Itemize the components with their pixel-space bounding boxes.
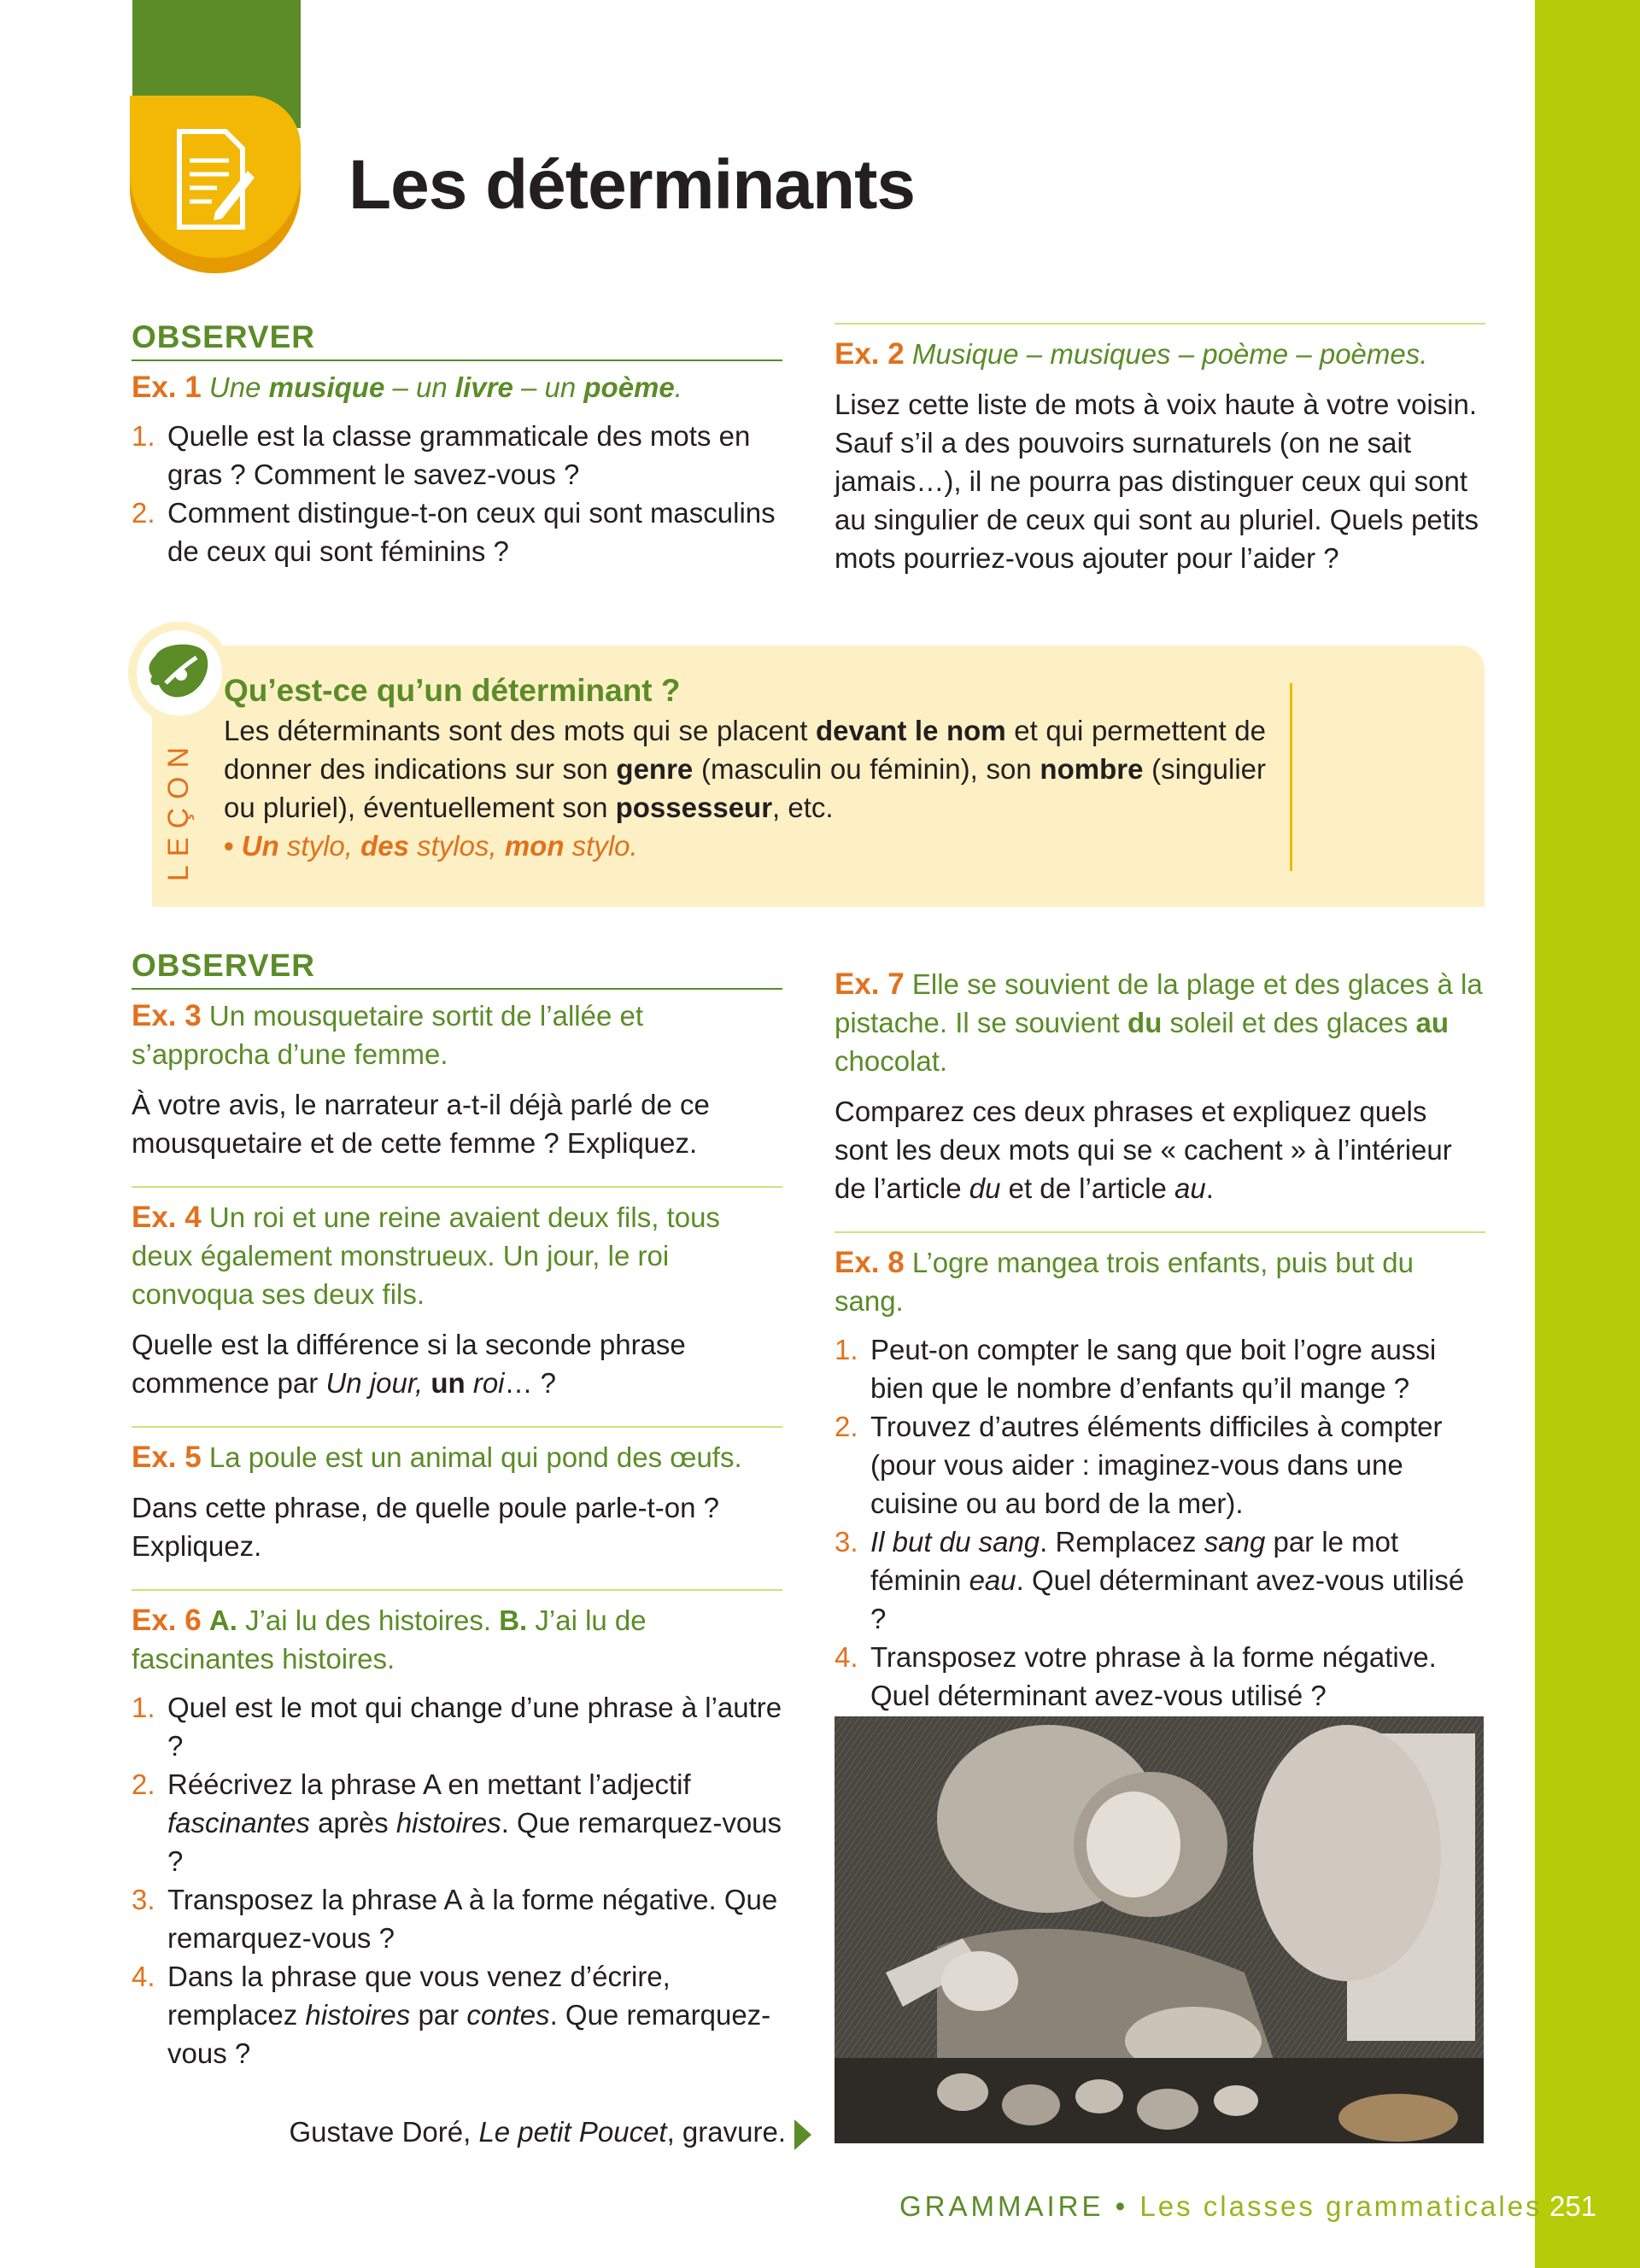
bold-word: musique [268,371,385,403]
lecon-badge [128,622,231,724]
question [835,1523,1485,1638]
exercise-number: Ex. 6 [132,1604,202,1637]
question-text: Transposez votre phrase à la forme négative. Quel déterminant avez-vous utilisé ? [870,1641,1437,1711]
exercise-instruction: Dans cette phrase, de quelle poule parle-t-on ? Expliquez. [132,1492,719,1562]
exercise-prompt [132,1438,782,1476]
exercise-number: Ex. 7 [835,967,905,1001]
exercise-line: Un roi et une reine avaient deux fils, tous deux également monstrueux. Un jour, le roi convoqua ses deux fils. [132,1201,720,1310]
lecon-content [224,671,1266,865]
exercise-prompt [132,1198,782,1313]
footer-running-head [899,2190,1543,2223]
italic-text: eau [969,1564,1016,1596]
observer-section-2 [132,946,782,2072]
question-list [132,417,782,570]
text: Quelle est la différence si la seconde phrase commence par [132,1329,686,1399]
exercise-8 [835,1231,1485,1715]
question [835,1638,1485,1715]
exercise-prompt [132,1601,782,1678]
italic-text: Le petit Poucet [478,2116,667,2148]
text: Elle se souvient de la plage et des glaces à la pistache. Il se souvient [835,968,1483,1038]
text: . Que remarquez-vous ? [167,1807,782,1877]
exercise-6 [132,1589,782,2072]
section-heading: OBSERVER [132,318,782,361]
text: stylo. [564,830,638,862]
question [132,494,782,570]
document-pencil-icon [173,126,258,237]
text: Réécrivez la phrase A en mettant l’adjectif [167,1768,691,1800]
exercise-instruction: Lisez cette liste de mots à voix haute à votre voisin. Sauf s’il a des pouvoirs surnaturels (on ne sait jamais…), il ne pourra pas distinguer ceux qui sont au singulier de ceux qui sont au pluriel. Quels petits mots pourriez-vous ajouter pour l’aider ? [835,389,1479,574]
lecon-text [224,711,1266,827]
exercise-7 [835,965,1485,1207]
exercise-prompt [835,323,1485,373]
bold-word: un [430,1367,466,1399]
text: . Que remarquez-vous ? [167,1999,771,2069]
question-number: 3. [132,1884,155,1915]
question-text: Comment distingue-t-on ceux qui sont masculins de ceux qui sont féminins ? [167,497,776,567]
bold-term: genre [616,753,694,785]
italic-text: sang [1204,1526,1266,1558]
question-list [132,1688,782,2072]
exercise-4 [132,1186,782,1402]
question-text: Quel est le mot qui change d’une phrase à l’autre ? [167,1692,782,1762]
text: (masculin ou féminin), son [693,753,1040,785]
footer-bullet: • [1104,2190,1140,2222]
exercise-5 [132,1426,782,1565]
question [835,1407,1485,1523]
question-text: Transposez la phrase A à la forme négative. Que remarquez-vous ? [167,1884,778,1954]
question-number: 2. [835,1411,858,1442]
exercise-number: Ex. 4 [132,1201,202,1234]
question [835,1330,1485,1407]
text: par le mot féminin [870,1526,1399,1596]
section-heading: OBSERVER [132,946,782,990]
text: Une [208,371,269,403]
bullet: • [224,830,242,862]
text: stylos, [408,830,505,862]
example-determiner: mon [504,830,565,862]
exercise-number: Ex. 8 [835,1246,905,1279]
lecon-badge-inner [137,630,222,716]
page-title: Les déterminants [348,146,915,224]
text: après [309,1807,396,1838]
text: Gustave Doré, [289,2116,479,2148]
exercise-3 [132,997,782,1162]
exercise-1 [132,368,782,570]
bold-term: nombre [1040,753,1144,785]
text: par [410,1999,467,2031]
text: . Quel déterminant avez-vous utilisé ? [870,1564,1465,1634]
exercise-instruction [132,1325,782,1402]
text: , etc. [772,792,834,823]
text: Comparez ces deux phrases et expliquez quels sont les deux mots qui se « cachent » à l’intérieur de l’article [835,1096,1452,1204]
question-number: 3. [835,1526,858,1558]
question-number: 4. [835,1641,858,1673]
engraving-image [835,1716,1484,2143]
exercise-prompt [132,997,782,1073]
bold-word: du [1128,1007,1163,1038]
question-list [835,1330,1485,1715]
question-text: Trouvez d’autres éléments difficiles à compter (pour vous aider : imaginez-vous dans une cuisine ou au bord de la mer). [870,1411,1443,1519]
question-number: 1. [132,420,155,452]
italic-text: Un jour, [325,1367,431,1399]
triangle-right-icon [794,2119,811,2150]
exercise-2 [835,323,1485,577]
question-number: 4. [132,1961,155,1992]
exercise-line: J’ai lu de fascinantes histoires. [132,1605,647,1675]
right-column-2 [835,965,1485,1715]
bold-word: livre [454,371,513,403]
italic-text: contes [466,1999,550,2031]
exercise-instruction [835,1092,1485,1207]
engraving-illustration [835,1716,1484,2143]
footer-section: GRAMMAIRE [899,2190,1104,2222]
exercise-line: Musique – musiques – poème – poèmes. [911,338,1428,370]
exercise-number: Ex. 2 [835,337,905,371]
sentence-label: A. [208,1605,237,1636]
bold-term: possesseur [615,792,773,823]
footer-chapter: Les classes grammaticales [1139,2190,1543,2222]
observer-section-1 [132,318,782,570]
text: . [674,371,682,403]
text: … ? [504,1367,557,1399]
example-determiner: des [360,830,409,862]
bold-word: au [1415,1007,1450,1038]
exercise-prompt [835,1243,1485,1320]
exercise-line: La poule est un animal qui pond des œufs. [208,1441,742,1473]
text: . [1205,1172,1214,1204]
text: – un [384,371,455,403]
example-determiner: Un [241,830,279,862]
text: et qui permettent de donner des indications sur son [224,715,1266,785]
text: , gravure. [666,2116,786,2148]
question-text: Quelle est la classe grammaticale des mots en gras ? Comment le savez-vous ? [167,420,751,490]
bold-word: poème [583,371,675,403]
text: (singulier ou pluriel), éventuellement son [224,753,1266,823]
text: chocolat. [835,1045,948,1077]
page-number: 251 [1549,2190,1597,2222]
question [132,1957,782,2072]
exercise-line: L’ogre mangea trois enfants, puis but du sang. [835,1247,1414,1317]
exercise-instruction: À votre avis, le narrateur a-t-il déjà parlé de ce mousquetaire et de cette femme ? Expliquez. [132,1089,710,1159]
leaf-icon [137,630,222,716]
italic-text: Il but du sang [870,1526,1040,1558]
exercise-prompt [132,368,782,406]
text: . Remplacez [1040,1526,1204,1558]
question-number: 1. [835,1334,858,1365]
text: et de l’article [1000,1172,1175,1204]
lecon-divider [1290,683,1292,871]
lecon-title: Qu’est-ce qu’un déterminant ? [224,673,681,708]
exercise-number: Ex. 3 [132,999,202,1032]
bold-term: devant le nom [815,715,1006,746]
lecon-label: LEÇON [162,739,195,882]
question-number: 1. [132,1692,155,1723]
italic-text: fascinantes [167,1807,310,1838]
image-caption [290,2116,787,2148]
exercise-prompt [835,965,1485,1080]
italic-text: histoires [395,1807,501,1838]
italic-text: roi [465,1367,505,1399]
italic-text: du [969,1172,1001,1204]
lecon-example [224,827,1266,865]
question-number: 2. [132,497,155,529]
italic-text: au [1174,1172,1206,1204]
text: Dans la phrase que vous venez d’écrire, remplacez [167,1961,671,2031]
italic-text: histoires [305,1999,411,2031]
question [132,1880,782,1957]
exercise-line: Un mousquetaire sortit de l’allée et s’approcha d’une femme. [132,1000,644,1070]
title-badge [130,96,301,273]
exercise-line: J’ai lu des histoires. [237,1605,500,1636]
text: soleil et des glaces [1162,1007,1416,1038]
text: – un [512,371,584,403]
exercise-number: Ex. 5 [132,1441,202,1474]
question [132,1688,782,1765]
side-color-bar [1535,0,1640,2268]
sentence-label: B. [499,1605,528,1636]
question [132,417,782,494]
text: stylo, [278,830,361,862]
question-number: 2. [132,1768,155,1800]
question [132,1765,782,1880]
question-text: Peut-on compter le sang que boit l’ogre aussi bien que le nombre d’enfants qu’il mange ? [870,1334,1437,1404]
exercise-number: Ex. 1 [132,371,202,404]
text: Les déterminants sont des mots qui se placent [224,715,816,746]
